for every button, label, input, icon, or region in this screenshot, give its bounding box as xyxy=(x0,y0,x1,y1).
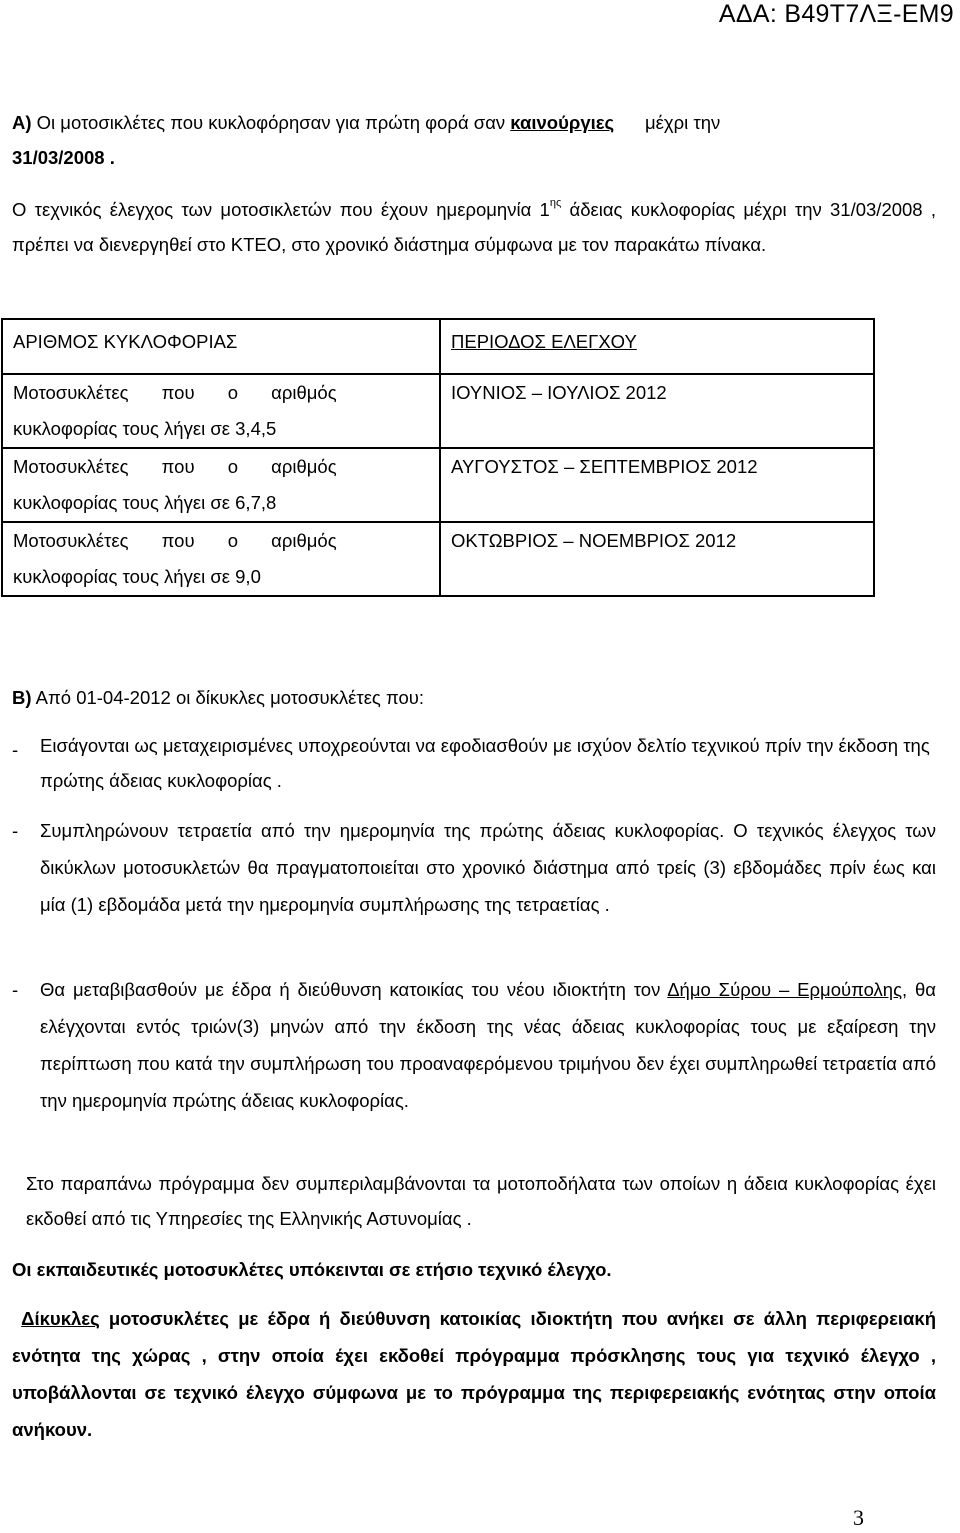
section-a-label: Α) xyxy=(12,112,32,133)
row-criteria-line1: Μοτοσυκλέτες που ο αριθμός xyxy=(13,456,337,477)
row-criteria xyxy=(2,522,440,596)
bullet-transferred xyxy=(40,971,936,1119)
section-b-label: Β) xyxy=(12,687,32,708)
note-police-mopeds: Στο παραπάνω πρόγραμμα δεν συμπεριλαμβάνονται τα μοτοποδήλατα των οποίων η άδεια κυκλοφορίας έχει εκδοθεί από τις Υπηρεσίες της Ελληνικής Αστυνομίας . xyxy=(26,1173,936,1229)
row-period xyxy=(440,522,874,596)
row-criteria-line1: Μοτοσυκλέτες που ο αριθμός xyxy=(13,382,337,403)
table-row xyxy=(2,448,874,522)
table-header-row xyxy=(2,319,874,374)
bullet-imported: Εισάγονται ως μεταχειρισμένες υποχρεούνται να εφοδιασθούν με ισχύον δελτίο τεχνικού πρίν την έκδοση της πρώτης άδειας κυκλοφορίας . xyxy=(40,735,930,791)
section-a-intro xyxy=(12,105,936,175)
section-a-paragraph-text: Ο τεχνικός έλεγχος των μοτοσικλετών που έχουν ημερομηνία 1 xyxy=(12,199,550,220)
table-row xyxy=(2,522,874,596)
header-inspection-period xyxy=(440,319,874,374)
row-criteria-line2: κυκλοφορίας τους λήγει σε 9,0 xyxy=(13,566,261,587)
row-criteria-line1: Μοτοσυκλέτες που ο αριθμός xyxy=(13,530,337,551)
row-period-text: ΙΟΥΝΙΟΣ – ΙΟΥΛΙΟΣ 2012 xyxy=(451,382,667,403)
row-criteria xyxy=(2,448,440,522)
header-right-text: ΠΕΡΙΟΔΟΣ ΕΛΕΓΧΟΥ xyxy=(451,331,637,352)
row-criteria xyxy=(2,374,440,448)
note-other-region xyxy=(12,1300,936,1448)
page-number: 3 xyxy=(853,1505,864,1530)
row-period xyxy=(440,448,874,522)
municipality-name: Δήμο Σύρου – Ερμούπολης xyxy=(667,979,902,1000)
bullet-transferred-text: Θα μεταβιβασθούν με έδρα ή διεύθυνση κατοικίας του νέου ιδιοκτήτη τον xyxy=(40,979,661,1000)
note-other-region-underlined: Δίκυκλες xyxy=(21,1308,100,1329)
row-period xyxy=(440,374,874,448)
bullet-four-years: Συμπληρώνουν τετραετία από την ημερομηνία της πρώτης άδειας κυκλοφορίας. Ο τεχνικός έλεγχος των δικύκλων μοτοσυκλετών θα πραγματοποιείται στο χρονικό διάστημα από τρείς (3) εβδομάδες πρίν έως και μία (1) εβδομάδα μετά την ημερομηνία συμπλήρωσης της τετραετίας . xyxy=(40,820,936,915)
bullet-transferred-text-2: , θα ελέγχονται εντός τριών(3) μηνών από την έκδοση της νέας άδειας κυκλοφορίας τους με εξαίρεση την περίπτωση που κατά την συμπλήρωση του προαναφερόμενου τριμήνου δεν έχει συμπληρωθεί τετραετία από την ημερομηνία πρώτης άδειας κυκλοφορίας. xyxy=(40,979,936,1111)
bullet-dash: - xyxy=(12,979,19,1000)
bullet-dash: - xyxy=(12,820,19,841)
section-a-new-keyword: καινούργιες xyxy=(510,112,615,133)
note-training-motorcycles: Οι εκπαιδευτικές μοτοσυκλέτες υπόκεινται σε ετήσιο τεχνικό έλεγχο. xyxy=(12,1259,612,1280)
row-criteria-line2: κυκλοφορίας τους λήγει σε 6,7,8 xyxy=(13,492,277,513)
bullet-dash: - xyxy=(12,739,19,760)
note-other-region-text: μοτοσυκλέτες με έδρα ή διεύθυνση κατοικίας ιδιοκτήτη που ανήκει σε άλλη περιφερειακή ενότητα της χώρας , στην οποία έχει εκδοθεί πρόγραμμα πρόσκλησης τους για τεχνικό έλεγχο , υποβάλλονται σε τεχνικό έλεγχο σύμφωνα με το πρόγραμμα της περιφερειακής ενότητας στην οποία ανήκουν. xyxy=(12,1308,936,1440)
section-a-text: Οι μοτοσικλέτες που κυκλοφόρησαν για πρώτη φορά σαν xyxy=(36,112,506,133)
section-b-intro xyxy=(12,680,936,715)
row-criteria-line2: κυκλοφορίας τους λήγει σε 3,4,5 xyxy=(13,418,277,439)
ordinal-superscript: ης xyxy=(549,197,562,209)
section-a-until: μέχρι την xyxy=(645,112,721,133)
header-left-text: ΑΡΙΘΜΟΣ ΚΥΚΛΟΦΟΡΙΑΣ xyxy=(13,331,238,352)
section-a-paragraph xyxy=(12,192,936,262)
row-period-text: ΟΚΤΩΒΡΙΟΣ – ΝΟΕΜΒΡΙΟΣ 2012 xyxy=(451,530,737,551)
section-b-intro-text: Από 01-04-2012 οι δίκυκλες μοτοσυκλέτες που: xyxy=(35,687,425,708)
section-a-paragraph-text-2: άδειας κυκλοφορίας μέχρι την 31/03/2008 , πρέπει να διενεργηθεί στο ΚΤΕΟ, στο χρονικό διάστημα σύμφωνα με τον παρακάτω πίνακα. xyxy=(12,199,936,255)
section-a-date: 31/03/2008 . xyxy=(12,147,115,168)
inspection-schedule-table xyxy=(1,318,875,597)
table-row xyxy=(2,374,874,448)
header-registration-number xyxy=(2,319,440,374)
ada-identifier: ΑΔΑ: Β49Τ7ΛΞ-ΕΜ9 xyxy=(718,0,954,28)
row-period-text: ΑΥΓΟΥΣΤΟΣ – ΣΕΠΤΕΜΒΡΙΟΣ 2012 xyxy=(451,456,758,477)
